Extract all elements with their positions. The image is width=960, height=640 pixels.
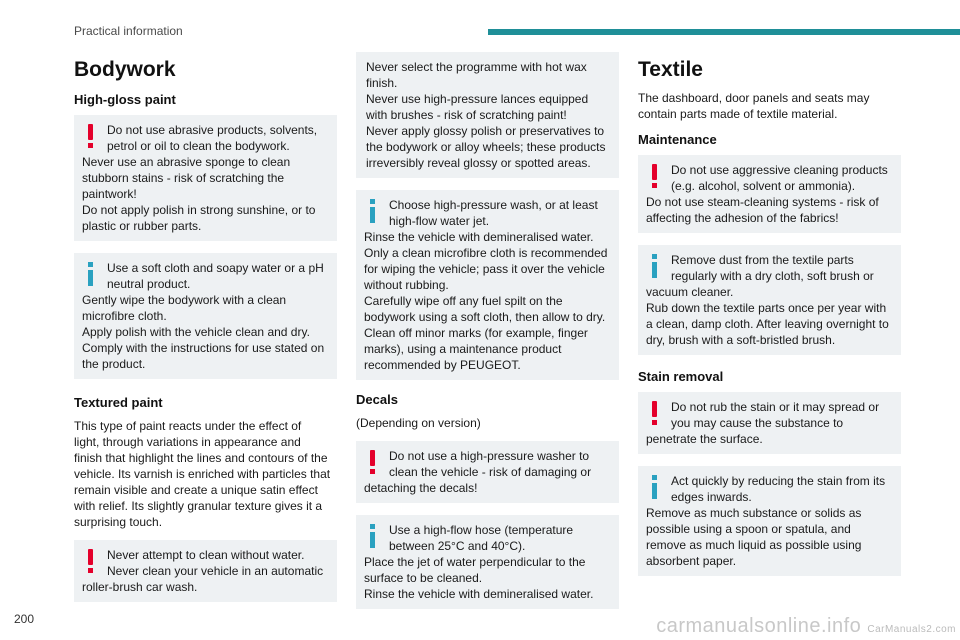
- warning-icon: [650, 401, 660, 425]
- text-line: clean the vehicle - risk of damaging or: [389, 465, 592, 479]
- warning-box: [638, 392, 901, 454]
- info-icon: [368, 524, 378, 548]
- text-line: Rinse the vehicle with demineralised water.: [364, 587, 594, 601]
- text-line: Do not use steam-cleaning systems - risk of: [646, 195, 879, 209]
- info-icon: [86, 262, 96, 286]
- text-line: This type of paint reacts under the effect of: [74, 419, 302, 433]
- heading-high-gloss: High-gloss paint: [74, 92, 176, 107]
- text-line: affecting the adhesion of the fabrics!: [646, 211, 839, 225]
- text-line: plastic or rubber parts.: [82, 219, 202, 233]
- text-line: Apply polish with the vehicle clean and dry.: [82, 325, 310, 339]
- page-number: 200: [14, 612, 35, 626]
- header-accent-bar: [488, 29, 960, 35]
- text-line: Never apply glossy polish or preservatives to: [366, 124, 605, 138]
- decals-note: (Depending on version): [356, 416, 481, 430]
- text-line: the product.: [82, 357, 146, 371]
- text-line: Do not rub the stain or it may spread or: [671, 400, 880, 414]
- text-line: with brushes - risk of scratching paint!: [366, 108, 567, 122]
- text-line: light, through variations in appearance and: [74, 435, 301, 449]
- text-line: Never select the programme with hot wax: [366, 60, 587, 74]
- info-icon: [650, 475, 660, 499]
- text-line: contain parts made of textile material.: [638, 107, 838, 121]
- textured-paint-text: [74, 418, 337, 530]
- watermark-main: carmanualsonline.info: [656, 615, 862, 637]
- text-line: Rub down the textile parts once per year with: [646, 301, 887, 315]
- text-line: high-flow water jet.: [389, 214, 490, 228]
- text-line: Only a clean microfibre cloth is recommended: [364, 246, 608, 260]
- note-box: [356, 52, 619, 178]
- warning-box: [356, 441, 619, 503]
- text-line: vacuum cleaner.: [646, 285, 734, 299]
- text-line: vehicle. Its varnish is enriched with particles that: [74, 467, 331, 481]
- section-title-textile: Textile: [638, 58, 703, 81]
- text-line: edges inwards.: [671, 490, 752, 504]
- text-line: Remove as much substance or solids as: [646, 506, 862, 520]
- heading-stain-removal: Stain removal: [638, 369, 724, 384]
- text-line: penetrate the surface.: [646, 432, 763, 446]
- warning-icon: [86, 549, 96, 573]
- text-line: Do not use aggressive cleaning products: [671, 163, 888, 177]
- info-box: [356, 515, 619, 609]
- column-3: [638, 52, 901, 588]
- text-line: Carefully wipe off any fuel spilt on the: [364, 294, 563, 308]
- text-line: for wiping the vehicle; pass it over the vehicle: [364, 262, 605, 276]
- text-line: neutral product.: [107, 277, 191, 291]
- heading-decals: Decals: [356, 392, 398, 407]
- text-line: Comply with the instructions for use stated on: [82, 341, 325, 355]
- text-line: recommended by PEUGEOT.: [364, 358, 521, 372]
- text-line: Rinse the vehicle with demineralised water.: [364, 230, 594, 244]
- heading-textured-paint: Textured paint: [74, 395, 163, 410]
- text-line: you may cause the substance to: [671, 416, 844, 430]
- text-line: absorbent paper.: [646, 554, 737, 568]
- text-line: without rubbing.: [364, 278, 449, 292]
- watermark: [656, 615, 956, 638]
- column-2: [356, 52, 619, 621]
- info-box: [356, 190, 619, 380]
- info-box: [638, 466, 901, 576]
- text-line: regularly with a dry cloth, soft brush or: [671, 269, 874, 283]
- text-line: Do not use abrasive products, solvents,: [107, 123, 318, 137]
- text-line: Place the jet of water perpendicular to the: [364, 555, 586, 569]
- info-box: [74, 253, 337, 379]
- section-title-bodywork: Bodywork: [74, 58, 176, 81]
- text-line: (e.g. alcohol, solvent or ammonia).: [671, 179, 856, 193]
- text-line: Gently wipe the bodywork with a clean: [82, 293, 287, 307]
- text-line: finish that highlight the lines and contours of the: [74, 451, 328, 465]
- text-line: microfibre cloth.: [82, 309, 167, 323]
- warning-icon: [86, 124, 96, 148]
- text-line: Never use an abrasive sponge to clean: [82, 155, 291, 169]
- text-line: dry, brush with a soft-bristled brush.: [646, 333, 836, 347]
- text-line: Use a high-flow hose (temperature: [389, 523, 574, 537]
- warning-box: [638, 155, 901, 233]
- heading-maintenance: Maintenance: [638, 132, 717, 147]
- textile-intro: [638, 90, 901, 122]
- warning-box: [74, 115, 337, 241]
- text-line: paintwork!: [82, 187, 137, 201]
- text-line: between 25°C and 40°C).: [389, 539, 526, 553]
- text-line: marks), using a maintenance product: [364, 342, 562, 356]
- info-icon: [368, 199, 378, 223]
- text-line: finish.: [366, 76, 398, 90]
- text-line: Do not use a high-pressure washer to: [389, 449, 590, 463]
- info-box: [638, 245, 901, 355]
- text-line: Clean off minor marks (for example, finger: [364, 326, 588, 340]
- text-line: remove as much liquid as possible using: [646, 538, 862, 552]
- text-line: petrol or oil to clean the bodywork.: [107, 139, 290, 153]
- text-line: roller-brush car wash.: [82, 580, 198, 594]
- watermark-small: CarManuals2.com: [867, 624, 956, 635]
- text-line: Remove dust from the textile parts: [671, 253, 854, 267]
- column-1: [74, 52, 337, 614]
- text-line: stubborn stains - risk of scratching the: [82, 171, 285, 185]
- text-line: Never use high-pressure lances equipped: [366, 92, 589, 106]
- text-line: remain visible and create a unique satin effect: [74, 483, 318, 497]
- text-line: Do not apply polish in strong sunshine, or to: [82, 203, 316, 217]
- text-line: surprising touch.: [74, 515, 163, 529]
- text-line: The dashboard, door panels and seats may: [638, 91, 870, 105]
- text-line: Choose high-pressure wash, or at least: [389, 198, 598, 212]
- text-line: Never clean your vehicle in an automatic: [107, 564, 324, 578]
- text-line: with relief. Its slightly granular texture gives it a: [74, 499, 323, 513]
- warning-icon: [368, 450, 378, 474]
- text-line: Never attempt to clean without water.: [107, 548, 305, 562]
- text-line: irreversibly reveal glossy or spotted areas.: [366, 156, 591, 170]
- text-line: Act quickly by reducing the stain from its: [671, 474, 886, 488]
- warning-icon: [650, 164, 660, 188]
- text-line: Use a soft cloth and soapy water or a pH: [107, 261, 324, 275]
- text-line: detaching the decals!: [364, 481, 478, 495]
- warning-box: [74, 540, 337, 602]
- text-line: possible using a spoon or spatula, and: [646, 522, 851, 536]
- info-icon: [650, 254, 660, 278]
- text-line: the bodywork or alloy wheels; these products: [366, 140, 606, 154]
- text-line: a clean, damp cloth. After leaving overnight to: [646, 317, 889, 331]
- text-line: surface to be cleaned.: [364, 571, 483, 585]
- running-header: Practical information: [74, 24, 183, 38]
- text-line: bodywork using a soft cloth, then allow to dry.: [364, 310, 606, 324]
